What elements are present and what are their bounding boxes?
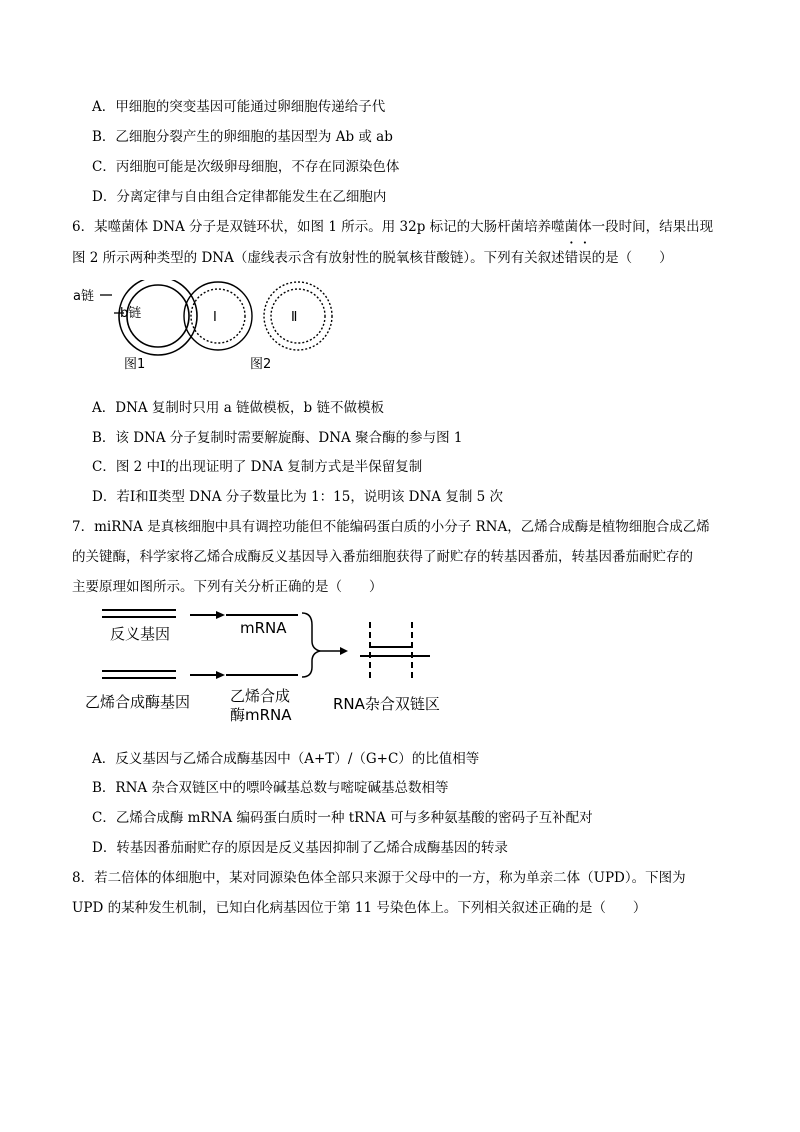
q7-stem-line3: 主要原理如图所示。下列有关分析正确的是（ ） — [72, 579, 383, 595]
label-a-strand: a链 — [73, 289, 94, 304]
q7-option-b: B．RNA 杂合双链区中的嘌呤碱基总数与嘧啶碱基总数相等 — [92, 780, 449, 796]
q6-option-b: B．该 DNA 分子复制时需要解旋酶、DNA 聚合酶的参与图 1 — [92, 430, 463, 446]
q6-emphasis-char: 误 — [578, 250, 592, 266]
q6-option-c: C．图 2 中Ⅰ的出现证明了 DNA 复制方式是半保留复制 — [92, 459, 423, 475]
ethylene-mrna-label-2: 酶mRNA — [230, 706, 292, 724]
q7-mechanism-figure — [80, 605, 460, 735]
q6-stem-line2 — [72, 248, 673, 268]
arrow-head — [216, 671, 225, 679]
label-type-i: Ⅰ — [213, 310, 217, 325]
q7-stem-line2: 的关键酶，科学家将乙烯合成酶反义基因导入番茄细胞获得了耐贮存的转基因番茄，转基因番茄耐贮存的 — [72, 549, 693, 565]
hybrid-region-label: RNA杂合双链区 — [333, 695, 440, 713]
q5-option-d: D．分离定律与自由组合定律都能发生在乙细胞内 — [92, 189, 387, 205]
q8-stem-line2: UPD 的某种发生机制，已知白化病基因位于第 11 号染色体上。下列相关叙述正确的是（ ） — [72, 900, 647, 916]
q5-option-c: C．丙细胞可能是次级卵母细胞，不存在同源染色体 — [92, 159, 400, 175]
q6-stem-text-end: 的是（ ） — [591, 250, 673, 266]
q5-option-b: B．乙细胞分裂产生的卵细胞的基因型为 Ab 或 ab — [92, 129, 393, 145]
q6-option-a: A．DNA 复制时只用 a 链做模板，b 链不做模板 — [92, 400, 384, 416]
label-type-ii: Ⅱ — [291, 310, 298, 325]
q6-stem-text: 图 2 所示两种类型的 DNA（虚线表示含有放射性的脱氧核苷酸链）。下列有关叙述 — [72, 250, 565, 266]
ethylene-gene-label: 乙烯合成酶基因 — [85, 693, 191, 711]
antisense-gene-label: 反义基因 — [110, 625, 171, 643]
label-b-strand: b链 — [120, 306, 142, 321]
q6-dna-figure — [70, 280, 370, 380]
q8-stem-line1: 8．若二倍体的体细胞中，某对同源染色体全部只来源于父母中的一方，称为单亲二体（UPD）。下图为 — [72, 870, 686, 886]
q6-option-d: D．若Ⅰ和Ⅱ类型 DNA 分子数量比为 1：15，说明该 DNA 复制 5 次 — [92, 489, 503, 505]
caption-figure-1: 图1 — [124, 357, 146, 372]
caption-figure-2: 图2 — [250, 357, 272, 372]
mrna-label: mRNA — [240, 619, 287, 637]
dna-type-i-inner — [191, 289, 245, 343]
q7-stem-line1: 7．miRNA 是真核细胞中具有调控功能但不能编码蛋白质的小分子 RNA，乙烯合成酶是植物细胞合成乙烯 — [72, 519, 710, 535]
dna-type-ii-outer — [264, 282, 332, 350]
combine-brace — [302, 613, 320, 677]
arrow-head — [340, 647, 348, 655]
q5-option-a: A．甲细胞的突变基因可能通过卵细胞传递给子代 — [92, 99, 386, 115]
arrow-head — [216, 611, 225, 619]
q6-emphasis-char: 错 — [564, 250, 579, 266]
q7-option-a: A．反义基因与乙烯合成酶基因中（A+T）/（G+C）的比值相等 — [92, 751, 480, 767]
q7-option-d: D．转基因番茄耐贮存的原因是反义基因抑制了乙烯合成酶基因的转录 — [92, 840, 508, 856]
dna-type-i-outer — [184, 282, 252, 350]
q7-option-c: C．乙烯合成酶 mRNA 编码蛋白质时一种 tRNA 可与多种氨基酸的密码子互补配对 — [92, 810, 593, 826]
q6-stem-line1: 6．某噬菌体 DNA 分子是双链环状，如图 1 所示。用 32p 标记的大肠杆菌培养噬菌体一段时间，结果出现 — [72, 219, 714, 235]
dna-type-ii-inner — [271, 289, 325, 343]
ethylene-mrna-label-1: 乙烯合成 — [230, 687, 291, 705]
